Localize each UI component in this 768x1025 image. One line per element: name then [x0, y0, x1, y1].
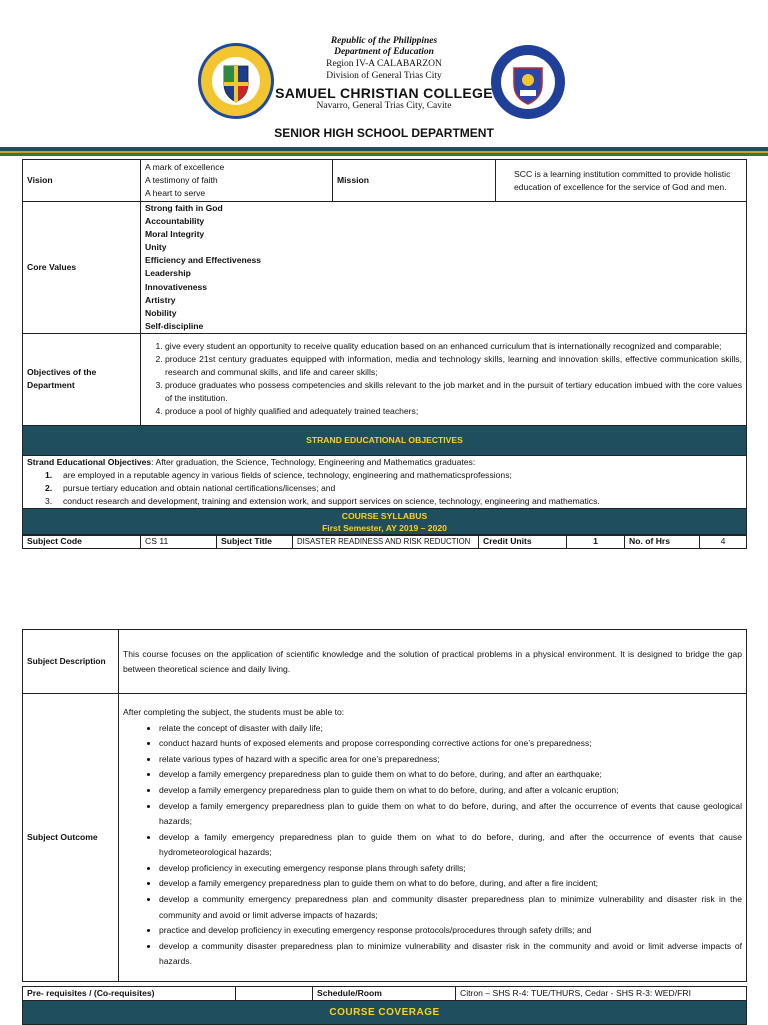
- school-name: SAMUEL CHRISTIAN COLLEGE: [275, 85, 493, 101]
- core-values-list: [141, 202, 747, 334]
- college-seal-logo: [197, 42, 275, 120]
- strand-intro: [23, 455, 747, 469]
- outcome-item: • relate various types of hazard with a specific area for one’s preparedness;: [159, 752, 742, 768]
- course-coverage-banner: COURSE COVERAGE: [23, 1001, 747, 1025]
- deped-line: Department of Education: [334, 47, 434, 57]
- strand-item-number: 1.: [45, 469, 53, 480]
- vision-mission-table: [22, 159, 747, 536]
- strand-item-text: conduct research and development, training and extension work, and support services on science, technology, engineering and mathematics.: [63, 495, 600, 506]
- schedule-label: Schedule/Room: [313, 987, 456, 1001]
- outcome-item: • relate the concept of disaster with daily life;: [159, 721, 742, 737]
- subject-outcome-content: [119, 694, 747, 982]
- department-title: SENIOR HIGH SCHOOL DEPARTMENT: [274, 126, 494, 140]
- school-address: Navarro, General Trias City, Cavite: [316, 101, 452, 111]
- region-line: Region IV-A CALABARZON: [326, 59, 442, 69]
- republic-line: Republic of the Philippines: [330, 36, 438, 46]
- outcome-item: • develop a community disaster preparedness plan to minimize vulnerability and disaster risk in the community and avoid or limit adverse impacts of hazards.: [159, 939, 742, 970]
- subject-title: DISASTER READINESS AND RISK REDUCTION: [293, 535, 479, 549]
- vision-line: A mark of excellence: [145, 162, 225, 172]
- outcome-item: • develop a community emergency preparedness plan and community disaster preparedness plan to minimize vulnerability and disaster risk in the community and avoid or limit adverse impacts of hazards;: [159, 892, 742, 923]
- strand-intro-text: : After graduation, the Science, Technology, Engineering and Mathematics graduates:: [151, 456, 476, 467]
- strand-item: [23, 482, 747, 495]
- core-value: Artistry: [145, 294, 176, 305]
- outcome-item: • develop a family emergency preparedness plan to guide them on what to do before, during, and after a volcanic eruption;: [159, 783, 742, 799]
- subject-code-label: Subject Code: [23, 535, 141, 549]
- deped-seal-logo: [490, 44, 566, 120]
- subject-outcome-label: Subject Outcome: [23, 694, 119, 982]
- outcome-intro: After completing the subject, the students must be able to:: [123, 706, 345, 717]
- syllabus-title: COURSE SYLLABUS: [341, 510, 428, 521]
- strand-item-number: 3.: [45, 495, 53, 506]
- syllabus-banner: [23, 508, 747, 535]
- core-value: Leadership: [145, 268, 191, 279]
- outcome-item: • develop a family emergency preparedness plan to guide them on what to do before, during, and after the occurrence of events that cause geological hazards;: [159, 799, 742, 830]
- core-value: Innovativeness: [145, 281, 208, 292]
- outcome-item: • develop a family emergency preparedness plan to guide them on what to do before, during, and after the occurrence of events that cause hydrometeorological hazards;: [159, 830, 742, 861]
- core-value: Accountability: [145, 216, 205, 227]
- strand-item: [23, 469, 747, 482]
- strand-item: [23, 495, 747, 509]
- objectives-list: [141, 333, 747, 425]
- subject-code: CS 11: [141, 535, 217, 549]
- strand-item-text: are employed in a reputable agency in various fields of science, technology, engineering and mathematicsprofessions;: [63, 469, 512, 480]
- hours-label: No. of Hrs: [625, 535, 700, 549]
- credit-units: 1: [567, 535, 625, 549]
- strand-item-number: 2.: [45, 482, 53, 493]
- core-value: Efficiency and Effectiveness: [145, 255, 262, 266]
- prerequisite-label: Pre- requisites / (Co-requisites): [23, 987, 236, 1001]
- mission-label: Mission: [333, 160, 496, 202]
- objective-item: 1. give every student an opportunity to receive quality education based on an enhanced curriculum that is internationally recognized and comparable;: [165, 340, 742, 353]
- objective-item: 4. produce a pool of highly qualified and adequately trained teachers;: [165, 405, 742, 418]
- objective-item: 3. produce graduates who possess competencies and skills relevant to the job market and in the pursuit of tertiary education imbued with the core values of the institution.: [165, 379, 742, 405]
- subject-title-label: Subject Title: [217, 535, 293, 549]
- vision-line: A heart to serve: [145, 188, 206, 198]
- strand-banner: STRAND EDUCATIONAL OBJECTIVES: [23, 425, 747, 455]
- schedule-value: Citron – SHS R-4: TUE/THURS, Cedar - SHS R-3: WED/FRI: [456, 987, 747, 1001]
- objective-item: 2. produce 21st century graduates equipped with information, media and technology skills, learning and innovation skills, effective communication skills, research and communal skills, and life and career skills;: [165, 353, 742, 379]
- strand-intro-label: Strand Educational Objectives: [27, 456, 152, 467]
- outcome-item: • conduct hazard hunts of exposed elements and propose corresponding corrective actions for one’s preparedness;: [159, 736, 742, 752]
- outcome-item: • develop a family emergency preparedness plan to guide them on what to do before, during, and after a fire incident;: [159, 876, 742, 892]
- objectives-label: Objectives of the Department: [23, 333, 141, 425]
- core-value: Nobility: [145, 307, 177, 318]
- outcome-item: • develop a family emergency preparedness plan to guide them on what to do before, during, and after an earthquake;: [159, 767, 742, 783]
- core-value: Unity: [145, 242, 167, 253]
- strand-item-text: pursue tertiary education and obtain national certifications/licenses; and: [63, 482, 336, 493]
- credit-units-label: Credit Units: [479, 535, 567, 549]
- division-line: Division of General Trias City: [326, 71, 442, 81]
- subject-description-text: This course focuses on the application of scientific knowledge and the solution of practical problems in a physical environment. It is designed to bridge the gap between theoretical science and daily living.: [119, 630, 747, 694]
- subject-details-table: [22, 629, 747, 982]
- subject-info-table: [22, 534, 747, 549]
- core-value: Strong faith in God: [145, 203, 223, 213]
- prerequisite-value: [236, 987, 313, 1001]
- header-divider-green: [0, 153, 768, 156]
- vision-text: [141, 160, 333, 202]
- core-values-label: Core Values: [23, 202, 141, 334]
- vision-line: A testimony of faith: [145, 175, 218, 185]
- mission-text: SCC is a learning institution committed to provide holistic education of excellence for the service of God and men.: [496, 160, 747, 202]
- core-value: Self-discipline: [145, 320, 204, 331]
- syllabus-semester: First Semester, AY 2019 – 2020: [322, 522, 447, 533]
- vision-label: Vision: [23, 160, 141, 202]
- outcome-item: • develop proficiency in executing emergency response plans through safety drills;: [159, 861, 742, 877]
- outcome-item: • practice and develop proficiency in executing emergency response protocols/procedures through safety drills; and: [159, 923, 742, 939]
- core-value: Moral Integrity: [145, 229, 205, 240]
- prerequisite-table: [22, 986, 747, 1025]
- subject-description-label: Subject Description: [23, 630, 119, 694]
- hours-value: 4: [700, 535, 747, 549]
